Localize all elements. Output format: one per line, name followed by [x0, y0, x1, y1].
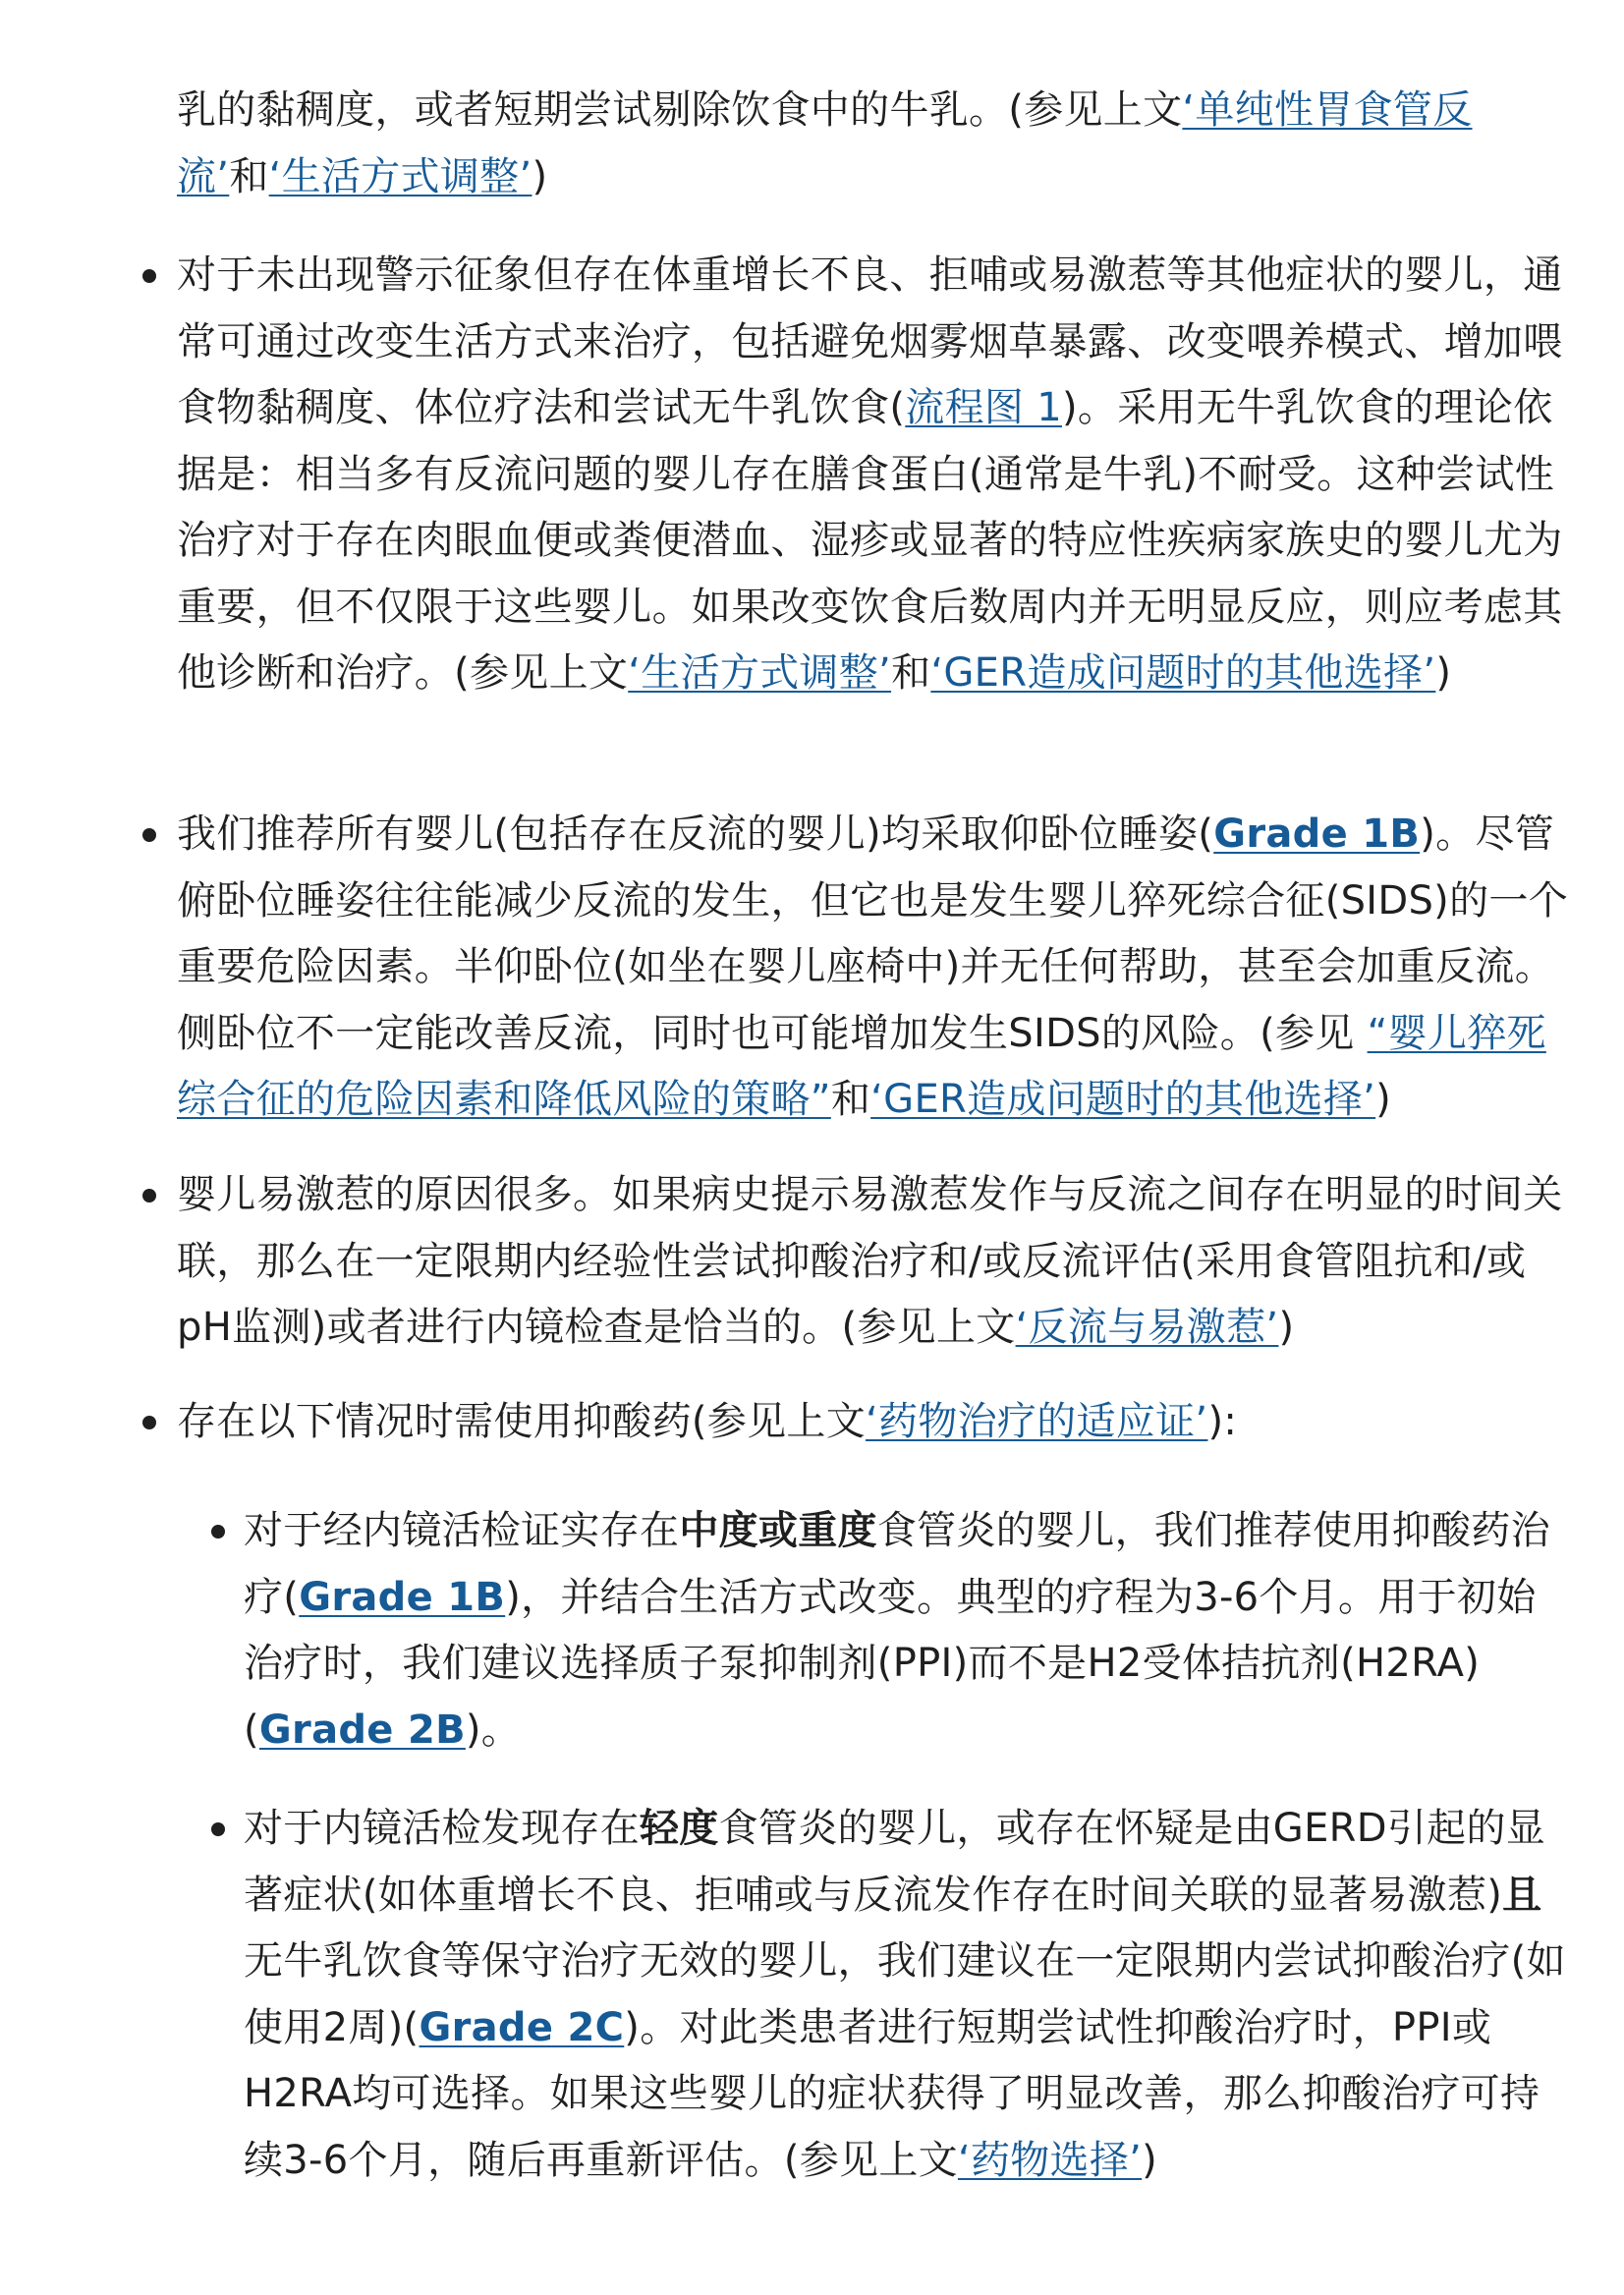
bold-text: 且	[1502, 1872, 1542, 1918]
text: )。采用无牛乳饮食的理论依据是：相当多有反流问题的婴儿存在膳食蛋白(通常是牛乳)不耐受。这种尝试性治疗对于存在肉眼血便或粪便潜血、湿疹或显著的特应性疾病家族史的婴儿尤为重要，但不仅限于这些婴儿。如果改变饮食后数周内并无明显反应，则应考虑其他诊断和治疗。(参见上文	[177, 385, 1563, 696]
text: )，并结合生活方式改变。典型的疗程为3-6个月。用于初始治疗时，我们建议选择质子泵抑制剂(PPI)而不是H2受体拮抗剂(H2RA)(	[244, 1574, 1537, 1753]
text: 食管炎的婴儿，我们推荐使用抑酸药治疗(	[244, 1508, 1550, 1620]
sub-bullet-mild	[244, 1796, 1572, 2194]
text: 和	[830, 1077, 871, 1122]
link-lifestyle[interactable]: ‘生活方式调整’	[628, 650, 892, 696]
bullet-dot	[142, 828, 156, 842]
sub-bullet-moderate-severe	[244, 1498, 1572, 1763]
bold-text: 轻度	[640, 1806, 719, 1851]
link-drug-selection[interactable]: ‘药物选择’	[957, 2137, 1143, 2183]
grade-link-2b[interactable]: Grade 2B	[258, 1707, 466, 1753]
text: 对于未出现警示征象但存在体重增长不良、拒哺或易激惹等其他症状的婴儿，通常可通过改变生活方式来治疗，包括避免烟雾烟草暴露、改变喂养模式、增加喂食物黏稠度、体位疗法和尝试无牛乳饮食(	[177, 252, 1563, 430]
link-ger-other-options[interactable]: ‘GER造成问题时的其他选择’	[930, 650, 1436, 696]
bullet-item-lifestyle	[177, 243, 1572, 707]
text: )	[1278, 1305, 1295, 1350]
text: 对于内镜活检发现存在	[244, 1806, 640, 1851]
grade-link-2c[interactable]: Grade 2C	[419, 2004, 625, 2050]
sub-bullet-dot	[211, 1525, 225, 1539]
link-reflux-irritability[interactable]: ‘反流与易激惹’	[1015, 1305, 1279, 1350]
text: 对于经内镜活检证实存在	[244, 1508, 680, 1553]
bullet-dot	[142, 269, 156, 283]
text: )	[1142, 2137, 1158, 2183]
continued-paragraph	[177, 78, 1572, 210]
text: 和	[891, 650, 931, 696]
bullet-item-sleep-position	[177, 802, 1572, 1134]
text: )。尽管俯卧位睡姿往往能减少反流的发生，但它也是发生婴儿猝死综合征(SIDS)的一个重要危险因素。半仰卧位(如坐在婴儿座椅中)并无任何帮助，甚至会加重反流。侧卧位不一定能改善反流，同时也可能增加发生SIDS的风险。(参见	[177, 812, 1568, 1056]
text: 和	[229, 153, 269, 199]
text: 我们推荐所有婴儿(包括存在反流的婴儿)均采取仰卧位睡姿(	[177, 812, 1214, 857]
sub-bullet-dot	[211, 1822, 225, 1836]
text: 存在以下情况时需使用抑酸药(参见上文	[177, 1399, 867, 1444]
text: 婴儿易激惹的原因很多。如果病史提示易激惹发作与反流之间存在明显的时间关联，那么在一定限期内经验性尝试抑酸治疗和/或反流评估(采用食管阻抗和/或pH监测)或者进行内镜检查是恰当的。(参见上文	[177, 1172, 1563, 1350]
bullet-item-acid-suppression	[177, 1389, 1572, 1456]
text: 无牛乳饮食等保守治疗无效的婴儿，我们建议在一定限期内尝试抑酸治疗(如使用2周)(	[244, 1938, 1566, 2050]
link-sids-risk[interactable]: “婴儿猝死综合征的危险因素和降低风险的策略”	[177, 1010, 1546, 1122]
text: )	[1375, 1077, 1392, 1122]
grade-link-1b[interactable]: Grade 1B	[1213, 812, 1421, 857]
text: )。	[465, 1707, 522, 1753]
text: 乳的黏稠度，或者短期尝试剔除饮食中的牛乳。(参见上文	[177, 87, 1183, 133]
bullet-dot	[142, 1189, 156, 1203]
bold-text: 中度或重度	[679, 1508, 877, 1553]
text: )	[1435, 650, 1452, 696]
link-drug-indications[interactable]: ‘药物治疗的适应证’	[866, 1399, 1208, 1444]
link-lifestyle[interactable]: ‘生活方式调整’	[268, 153, 532, 199]
grade-link-1b[interactable]: Grade 1B	[299, 1574, 506, 1620]
text: )。对此类患者进行短期尝试性抑酸治疗时，PPI或H2RA均可选择。如果这些婴儿的症状获得了明显改善，那么抑酸治疗可持续3-6个月，随后再重新评估。(参见上文	[244, 2004, 1540, 2183]
link-ger-other-options[interactable]: ‘GER造成问题时的其他选择’	[870, 1077, 1376, 1122]
link-simple-reflux[interactable]: ‘单纯性胃食管反流’	[177, 87, 1473, 199]
text: )	[532, 153, 548, 199]
text: 食管炎的婴儿，或存在怀疑是由GERD引起的显著症状(如体重增长不良、拒哺或与反流发作存在时间关联的显著易激惹)	[244, 1806, 1546, 1918]
link-flowchart-1[interactable]: 流程图 1	[905, 385, 1062, 430]
bullet-item-irritability	[177, 1162, 1572, 1362]
text: ):	[1207, 1399, 1238, 1444]
bullet-dot	[142, 1416, 156, 1429]
